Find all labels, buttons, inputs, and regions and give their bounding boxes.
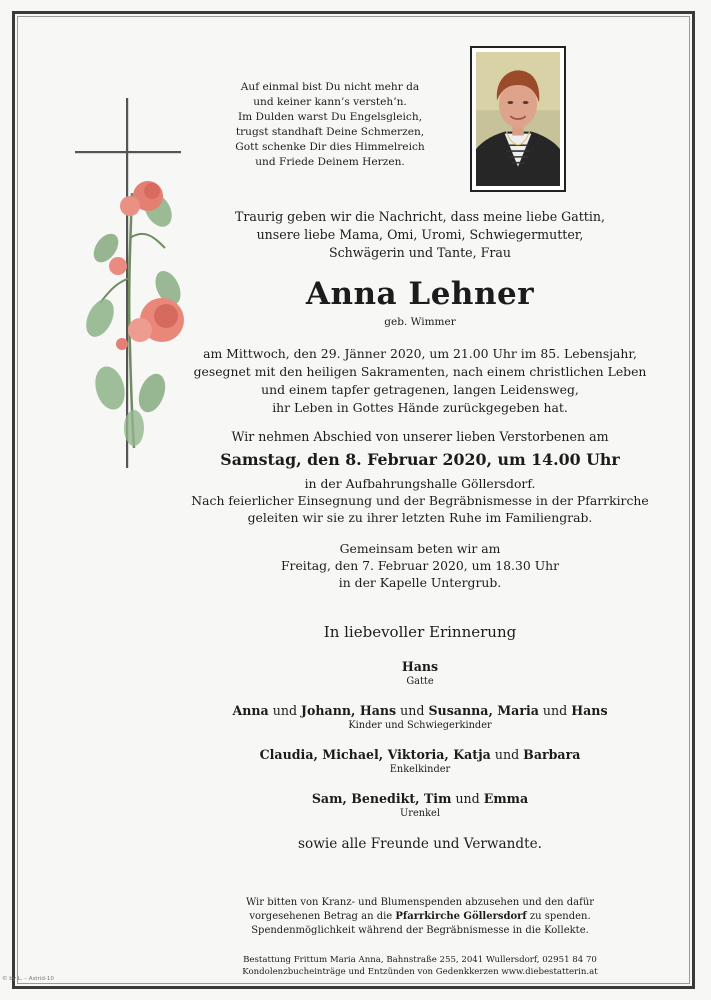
- grandchild-name: Katja: [453, 747, 491, 762]
- funeral-date: Samstag, den 8. Februar 2020, um 14.00 Uhr: [220, 450, 620, 469]
- place-line: geleiten wir sie zu ihrer letzten Ruhe im Familiengrab.: [247, 510, 593, 525]
- prayer-line: Gemeinsam beten wir am: [339, 541, 501, 556]
- name-separator: ,: [415, 791, 424, 806]
- poem-line: trugst standhaft Deine Schmerzen,: [235, 126, 425, 138]
- grandchild-name: Michael: [322, 747, 379, 762]
- announcement-intro: [190, 208, 650, 262]
- relation-label: Gatte: [406, 676, 434, 687]
- intro-line: unsere liebe Mama, Omi, Uromi, Schwiegermutter,: [256, 227, 584, 242]
- prayer-details: [190, 540, 650, 591]
- child-name: Hans: [359, 703, 397, 718]
- death-line: ihr Leben in Gottes Hände zurückgegeben hat.: [272, 400, 568, 415]
- death-line: gesegnet mit den heiligen Sakramenten, nach einem christlichen Leben: [193, 364, 647, 379]
- great-grandchild-name: Sam: [311, 791, 343, 806]
- child-name: Maria: [497, 703, 539, 718]
- grandchild-name: Claudia: [259, 747, 314, 762]
- und-word: und: [542, 703, 568, 718]
- prayer-line: Freitag, den 7. Februar 2020, um 18.30 Uhr: [280, 558, 560, 573]
- relation-label: Enkelkinder: [389, 764, 451, 775]
- cross-vertical-beam: [126, 98, 128, 468]
- und-word: und: [455, 791, 480, 806]
- farewell-text: Wir nehmen Abschied von unserer lieben Verstorbenen am: [231, 429, 609, 444]
- name-separator: ,: [351, 703, 360, 718]
- donation-text: zu spenden.: [526, 911, 591, 922]
- grandchild-name: Viktoria: [387, 747, 445, 762]
- grandchild-name: Barbara: [523, 747, 581, 762]
- donation-line: [190, 910, 650, 924]
- name-separator: ,: [313, 747, 323, 762]
- poem-line: und Friede Deinem Herzen.: [255, 156, 405, 168]
- birth-name: geb. Wimmer: [384, 316, 456, 328]
- great-grandchild-name: Tim: [423, 791, 452, 806]
- funeral-place: [190, 475, 650, 526]
- death-line: und einem tapfer getragenen, langen Leidensweg,: [261, 382, 579, 397]
- name-separator: ,: [378, 747, 388, 762]
- children-names: [232, 703, 607, 718]
- spouse-name: Hans: [401, 659, 439, 674]
- donation-line: Wir bitten von Kranz- und Blumenspenden abzusehen und den dafür: [245, 897, 595, 908]
- und-word: und: [272, 703, 298, 718]
- name-separator: ,: [342, 791, 352, 806]
- place-line: Nach feierlicher Einsegnung und der Begräbnismesse in der Pfarrkirche: [191, 493, 649, 508]
- grandchildren-names: [260, 747, 581, 762]
- family-grandchildren: [190, 747, 650, 777]
- great-grandchild-name: Benedikt: [351, 791, 416, 806]
- poem-line: Gott schenke Dir dies Himmelreich: [235, 141, 425, 153]
- poem-line: und keiner kann’s versteh’n.: [253, 96, 407, 108]
- relation-label: Kinder und Schwiegerkinder: [348, 720, 492, 731]
- donation-recipient: Pfarrkirche Göllersdorf: [395, 911, 527, 922]
- donation-text: vorgesehenen Betrag an die: [249, 911, 396, 922]
- family-children: [190, 703, 650, 733]
- child-name: Hans: [571, 703, 608, 718]
- death-line: am Mittwoch, den 29. Jänner 2020, um 21.00 Uhr im 85. Lebensjahr,: [203, 346, 637, 361]
- prayer-line: in der Kapelle Untergrub.: [338, 575, 502, 590]
- family-great-grandchildren: [190, 791, 650, 821]
- print-mark: © by L. – Astrid-10: [2, 976, 54, 982]
- memory-heading: In liebevoller Erinnerung: [323, 623, 517, 641]
- child-name: Susanna: [428, 703, 489, 718]
- portrait-photo: [470, 46, 566, 192]
- poem-line: Im Dulden warst Du Engelsgleich,: [237, 111, 423, 123]
- child-name: Johann: [301, 703, 352, 718]
- child-name: Anna: [232, 703, 269, 718]
- place-line: in der Aufbahrungshalle Göllersdorf.: [304, 476, 536, 491]
- great-grandchild-name: Emma: [483, 791, 529, 806]
- great-grandchildren-names: [312, 791, 528, 806]
- name-separator: ,: [488, 703, 498, 718]
- death-details: [190, 345, 650, 417]
- intro-line: Schwägerin und Tante, Frau: [329, 245, 511, 260]
- footer-line: Kondolenzbucheinträge und Entzünden von Gedenkkerzen www.diebestatterin.at: [242, 967, 598, 977]
- name-separator: ,: [444, 747, 454, 762]
- deceased-name: Anna Lehner: [305, 276, 535, 312]
- donation-note: [190, 896, 650, 938]
- und-word: und: [494, 747, 520, 762]
- donation-line: Spendenmöglichkeit während der Begräbnismesse in die Kollekte.: [251, 925, 589, 936]
- cross-horizontal-beam: [75, 151, 181, 153]
- intro-line: Traurig geben wir die Nachricht, dass meine liebe Gattin,: [235, 209, 605, 224]
- footer-line: Bestattung Frittum Maria Anna, Bahnstraße 255, 2041 Wullersdorf, 02951 84 70: [243, 955, 597, 965]
- relation-label: Urenkel: [400, 808, 440, 819]
- cross-rose-illustration: [70, 98, 200, 478]
- poem: [200, 80, 460, 170]
- family-spouse: [190, 659, 650, 689]
- und-word: und: [400, 703, 425, 718]
- poem-line: Auf einmal bist Du nicht mehr da: [240, 81, 420, 93]
- friends-line: sowie alle Freunde und Verwandte.: [298, 836, 542, 852]
- funeral-home-footer: [190, 954, 650, 978]
